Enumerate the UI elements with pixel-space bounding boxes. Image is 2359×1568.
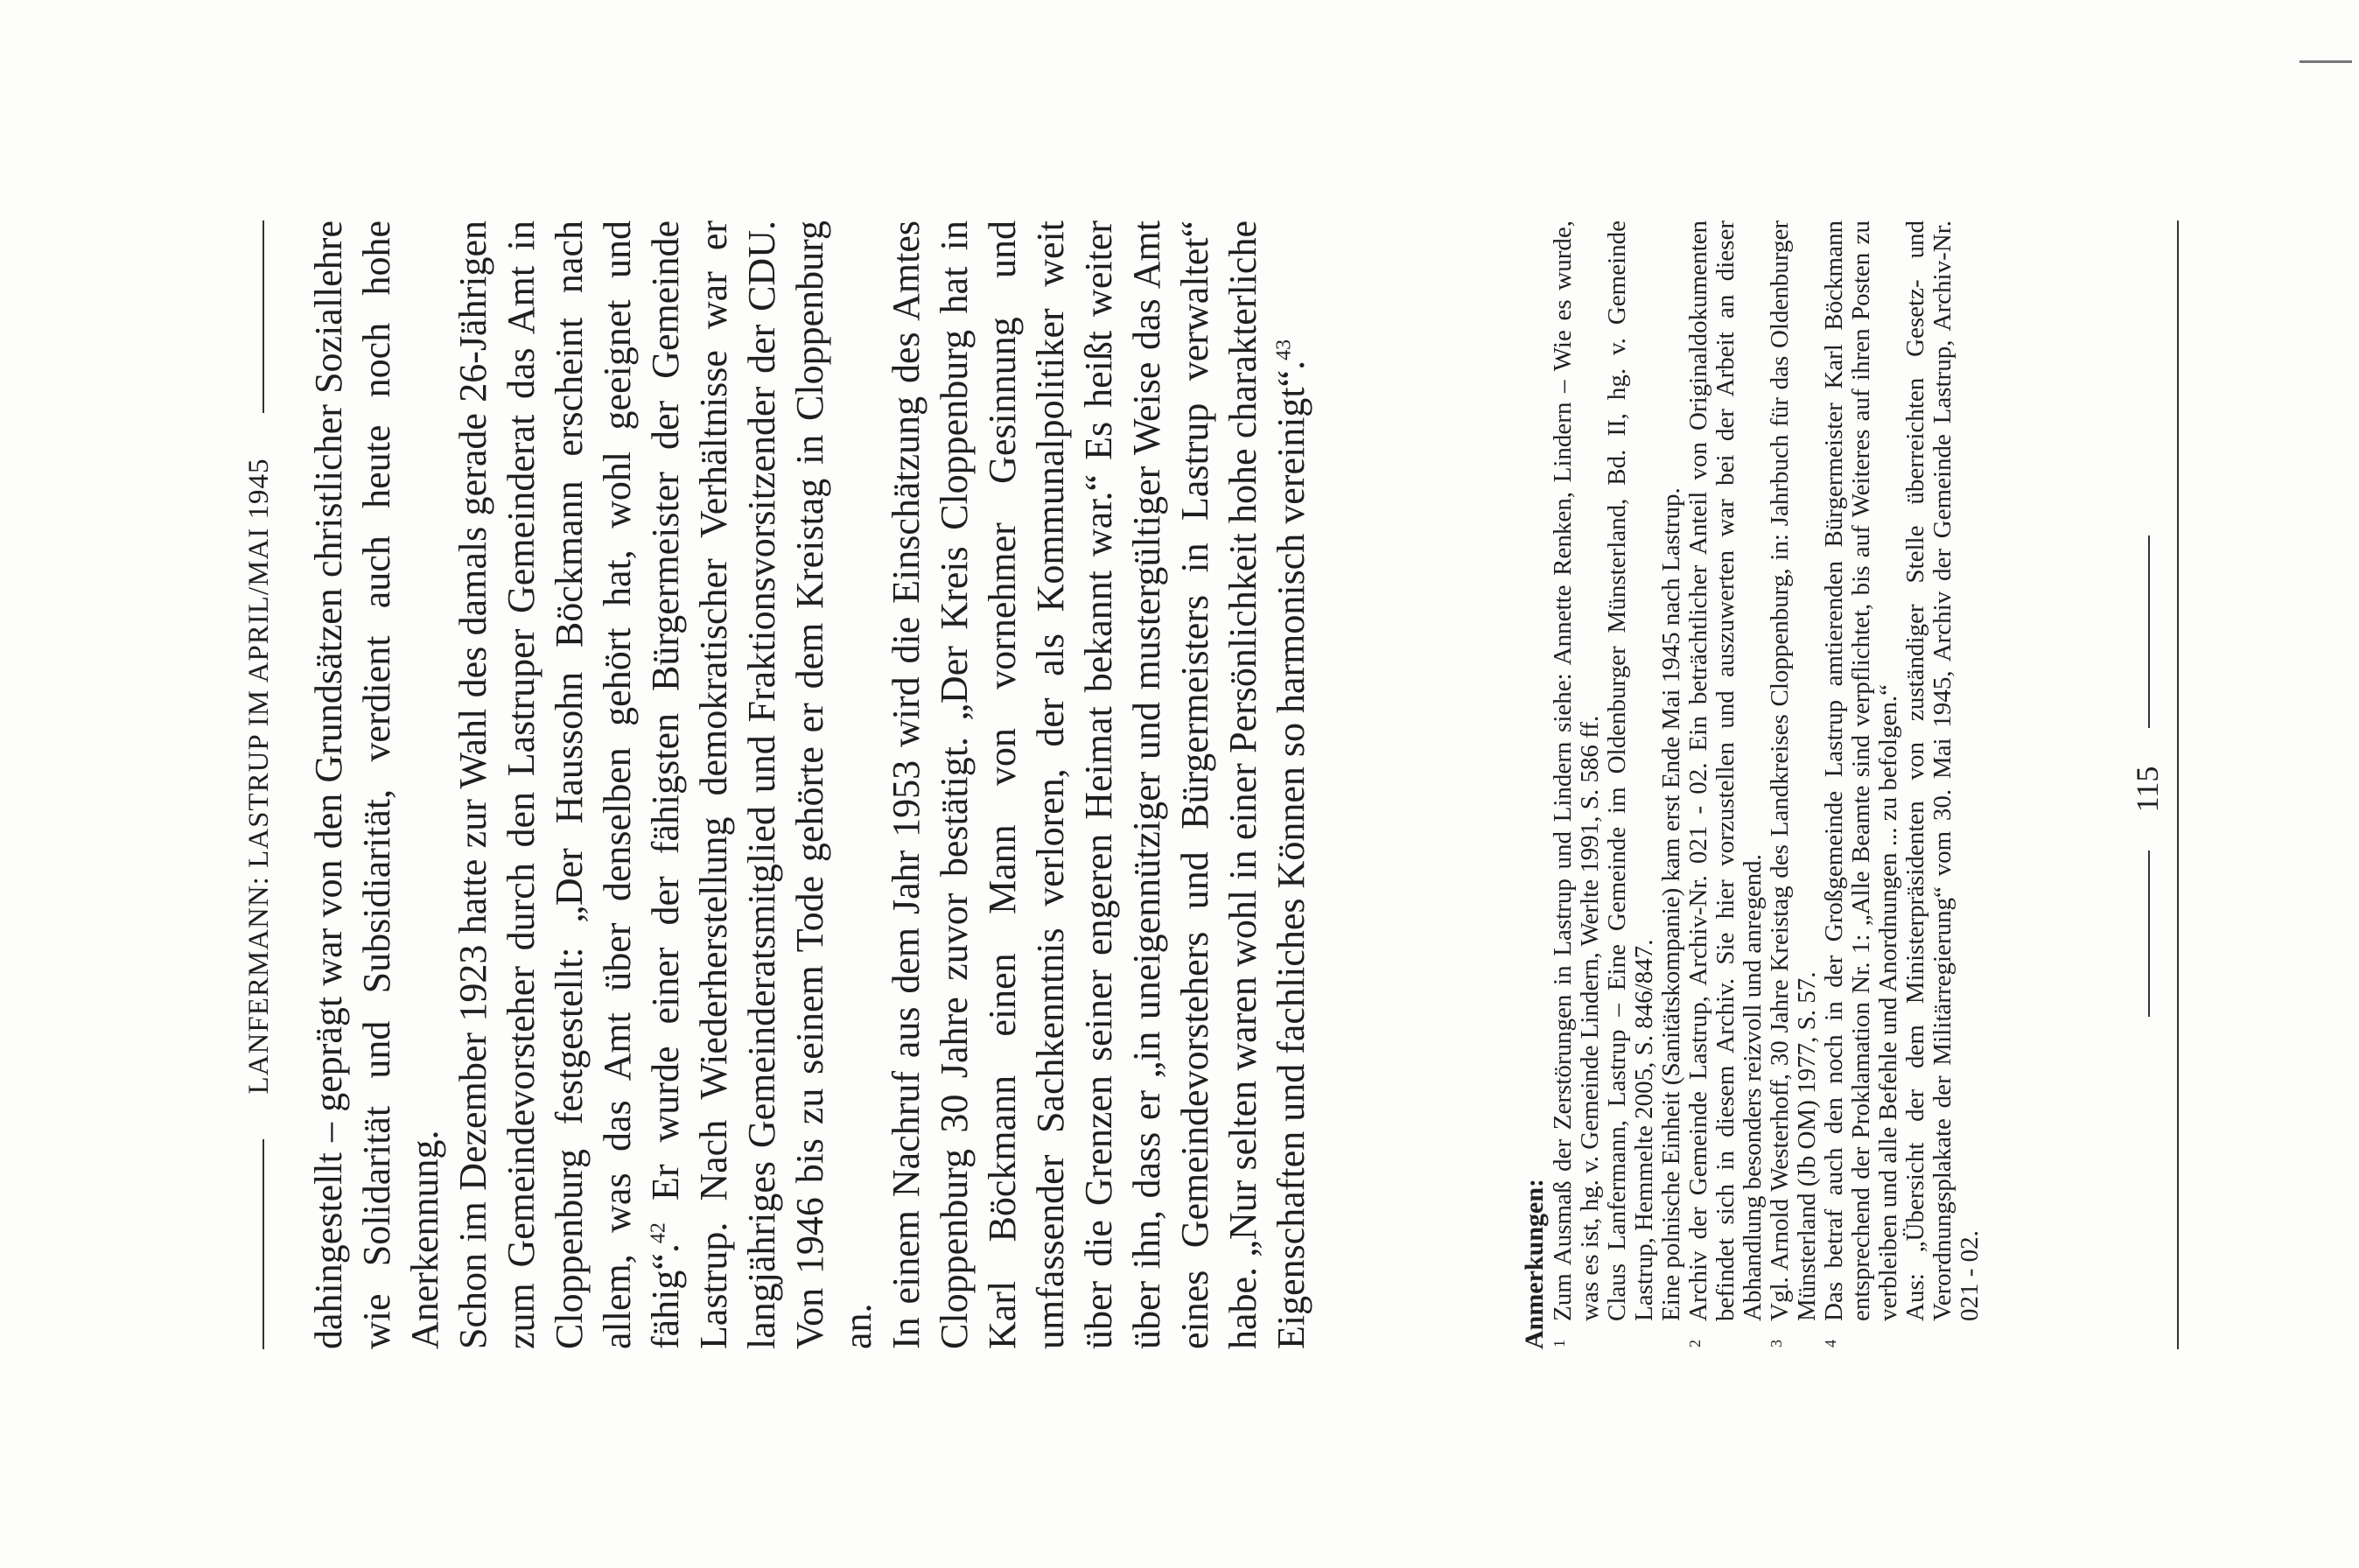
note-item: [1685, 220, 1767, 1349]
paragraph-1: [304, 220, 449, 1349]
note-line: Eine polnische Einheit (Sanitätskompanie) kam erst Ende Mai 1945 nach Lastrup.: [1657, 487, 1685, 1321]
book-page: [42, 0, 2317, 1568]
paragraph-3: [882, 220, 1315, 1349]
footnote-ref-43: 43: [1272, 339, 1296, 360]
header-rule-right: [262, 220, 264, 413]
paragraph-2: [449, 220, 882, 1349]
page-number-rule-left: [2148, 850, 2150, 1017]
paragraph-2-text-b: Er wurde einer der fähigsten Bürgermeister der Gemeinde Lastrup. Nach Wiederherstellung demokratischer Verhältnisse war er langjähriges Gemeinderatsmitglied und Fraktionsvorsitzender der CDU. Von 1946 bis zu seinem Tode gehörte er dem Kreistag in Cloppenburg an.: [644, 220, 879, 1349]
note-line: Claus Lanfermann, Lastrup – Eine Gemeinde im Oldenburger Münsterland, Bd. II, hg. v. Gemeinde Lastrup, Hemmelte 2005, S. 846/847.: [1603, 220, 1658, 1321]
endnotes: [1521, 220, 1984, 1349]
paragraph-2-text-a: Schon im Dezember 1923 hatte zur Wahl des damals gerade 26-Jährigen zum Gemeindevorsteher durch den Lastruper Gemeinderat das Amt in Cloppenburg festgestellt: „Der Haussohn Böckmann erscheint nach allem, was das Amt über denselben gehört hat, wohl geeignet und fähig“.: [452, 220, 687, 1349]
page-number-rule-right: [2148, 536, 2150, 728]
note-line: Zum Ausmaß der Zerstörungen in Lastrup und Lindern siehe: Annette Renken, Lindern – Wie es wurde, was es ist, hg. v. Gemeinde Lindern, Werlte 1991, S. 586 ff.: [1549, 220, 1604, 1321]
endnotes-title: Anmerkungen:: [1520, 1178, 1549, 1349]
body-text: [304, 220, 1315, 1349]
note-line: Vgl. Arnold Westerhoff, 30 Jahre Kreistag des Landkreises Cloppenburg, in: Jahrbuch für das Oldenburger Münsterland (Jb OM) 1977, S. 57.: [1766, 220, 1821, 1321]
page-number: 115: [2130, 766, 2165, 813]
note-item: [1821, 220, 1984, 1349]
note-line: Das betraf auch den noch in der Großgemeinde Lastrup amtierenden Bürgermeister Karl Böckmann entsprechend der Proklamation Nr. 1: „Alle Beamte sind verpflichtet, bis auf Weiteres auf ihren Posten zu verbleiben und alle Befehle und Anordnungen ... zu befolgen.“: [1820, 220, 1902, 1321]
note-number: 2: [1686, 1340, 1704, 1348]
paragraph-3-text: In einem Nachruf aus dem Jahr 1953 wird die Einschätzung des Amtes Cloppenburg 30 Jahre zuvor bestätigt. „Der Kreis Cloppenburg hat in Karl Böckmann einen Mann von vornehmer Gesinnung und umfassender Sachkenntnis verloren, der als Kommunalpolitiker weit über die Grenzen seiner engeren Heimat bekannt war.“ Es heißt weiter über ihn, dass er „in uneigennütziger und mustergültiger Weise das Amt eines Gemeindevorstehers und Bürgermeisters in Lastrup verwaltet“ habe. „Nur selten waren wohl in einer Persönlichkeit hohe charakterliche Eigenschaften und fachliches Können so harmonisch vereinigt“.: [885, 220, 1312, 1349]
footnote-ref-42: 42: [647, 1222, 670, 1244]
running-header: [243, 0, 278, 1568]
header-rule-left: [262, 1139, 264, 1349]
note-number: 3: [1768, 1340, 1785, 1348]
margin-mark: [2300, 60, 2352, 63]
note-line: Archiv der Gemeinde Lastrup, Archiv-Nr. 021 - 02. Ein beträchtlicher Anteil von Originaldokumenten befindet sich in diesem Archiv. Sie hier vorzustellen und auszuwerten war bei der Arbeit an dieser Abhandlung besonders reizvoll und anregend.: [1684, 220, 1767, 1321]
note-number: 1: [1550, 1340, 1568, 1348]
page-number-area: [2129, 0, 2164, 1568]
bottom-rule: [2177, 220, 2179, 1349]
note-item: [1767, 220, 1821, 1349]
paragraph-1-text: dahingestellt – geprägt war von den Grundsätzen christlicher Soziallehre wie Solidarität und Subsidiarität, verdient auch heute noch hohe Anerkennung.: [307, 220, 446, 1349]
note-item: [1550, 220, 1685, 1349]
note-number: 4: [1822, 1340, 1839, 1348]
running-head-title: LANFERMANN: LASTRUP IM APRIL/MAI 1945: [243, 458, 275, 1095]
note-line: Aus: „Übersicht der dem Ministerpräsidenten von zuständiger Stelle überreichten Gesetz- und Verordnungsplakate der Militärregierung“ vom 30. Mai 1945, Archiv der Gemeinde Lastrup, Archiv-Nr. 021 - 02.: [1901, 220, 1984, 1321]
